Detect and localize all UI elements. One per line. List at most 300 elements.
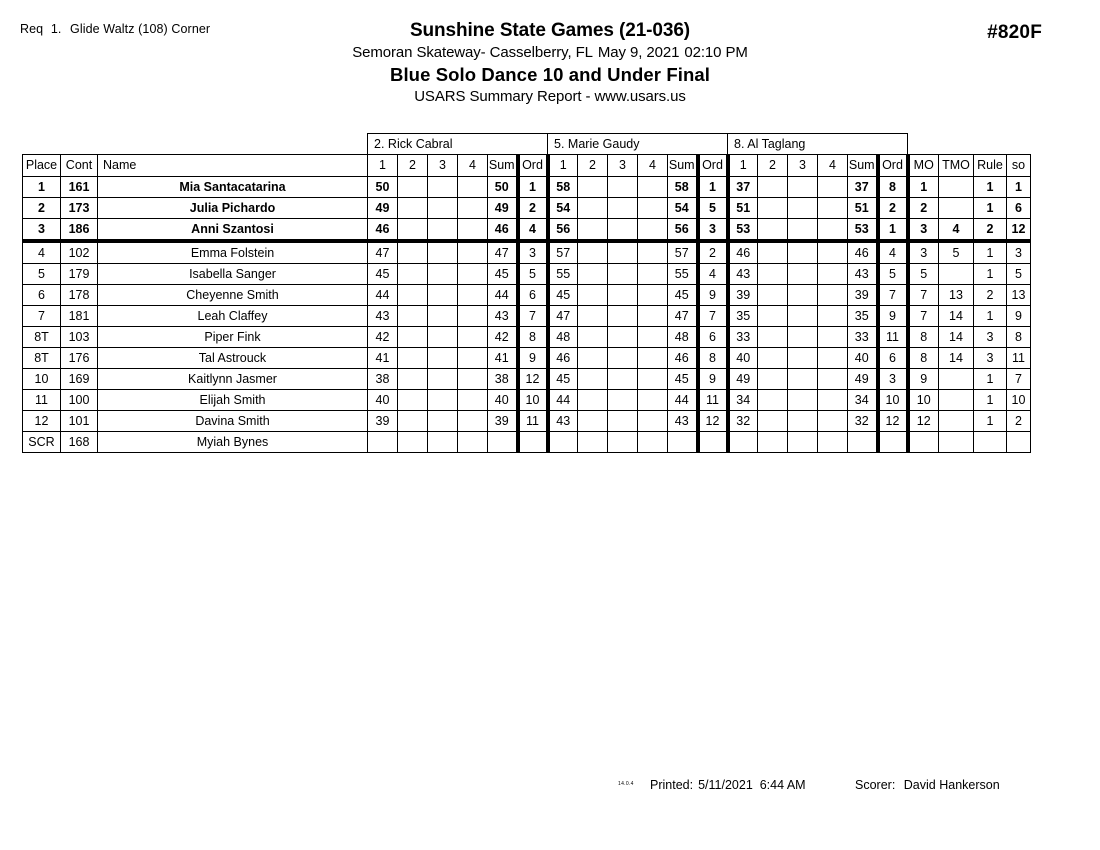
- cell-j1-s4: [458, 432, 488, 453]
- col-j1-s2: 2: [398, 155, 428, 177]
- cell-j3-sum: 46: [848, 241, 878, 264]
- cell-j3-s4: [818, 219, 848, 242]
- cell-j1-sum: 40: [488, 390, 518, 411]
- cell-j1-ord: 10: [518, 390, 548, 411]
- cell-so: 7: [1007, 369, 1031, 390]
- event-name: Blue Solo Dance 10 and Under Final: [389, 64, 711, 85]
- cell-j2-s1: [548, 432, 578, 453]
- col-j2-s3: 3: [608, 155, 638, 177]
- cell-j2-s1: 57: [548, 241, 578, 264]
- competition-title: Sunshine State Games (21-036): [409, 20, 691, 41]
- col-j3-s1: 1: [728, 155, 758, 177]
- cell-j1-s4: [458, 219, 488, 242]
- cell-j3-s2: [758, 177, 788, 198]
- column-header-row: [23, 155, 1031, 177]
- cell-cont: 103: [61, 327, 98, 348]
- cell-j2-s4: [638, 348, 668, 369]
- cell-j1-s2: [398, 241, 428, 264]
- requirement-text: Glide Waltz (108) Corner: [70, 22, 211, 36]
- cell-j3-s2: [758, 241, 788, 264]
- cell-tmo: 14: [939, 348, 974, 369]
- cell-name: Myiah Bynes: [98, 432, 368, 453]
- cell-rule: 1: [974, 264, 1007, 285]
- title-block: [0, 20, 1100, 108]
- cell-j3-s4: [818, 306, 848, 327]
- cell-j3-sum: 53: [848, 219, 878, 242]
- scorer-info: [855, 778, 1000, 792]
- cell-j3-s1: 49: [728, 369, 758, 390]
- cell-j1-s4: [458, 327, 488, 348]
- cell-j1-s2: [398, 264, 428, 285]
- cell-name: Julia Pichardo: [98, 198, 368, 219]
- cell-j1-sum: 45: [488, 264, 518, 285]
- cell-j1-s1: 40: [368, 390, 398, 411]
- cell-mo: [908, 432, 939, 453]
- scorer-label: Scorer:: [855, 778, 896, 792]
- cell-name: Piper Fink: [98, 327, 368, 348]
- cell-j1-sum: 39: [488, 411, 518, 432]
- cell-j2-s4: [638, 432, 668, 453]
- cell-j2-s4: [638, 198, 668, 219]
- col-j1-s3: 3: [428, 155, 458, 177]
- cell-j2-s3: [608, 411, 638, 432]
- cell-j3-sum: 37: [848, 177, 878, 198]
- cell-j1-s1: 46: [368, 219, 398, 242]
- cell-j1-s1: 43: [368, 306, 398, 327]
- cell-j3-s4: [818, 432, 848, 453]
- cell-j2-sum: 56: [668, 219, 698, 242]
- cell-place: 5: [23, 264, 61, 285]
- venue-name: Semoran Skateway- Casselberry, FL: [352, 44, 593, 61]
- cell-j2-s1: 56: [548, 219, 578, 242]
- cell-j2-s4: [638, 285, 668, 306]
- judge-header-3: [728, 134, 908, 155]
- cell-j1-ord: 4: [518, 219, 548, 242]
- cell-j2-sum: 58: [668, 177, 698, 198]
- cell-tmo: [939, 390, 974, 411]
- cell-j2-ord: 12: [698, 411, 728, 432]
- cell-so: 11: [1007, 348, 1031, 369]
- cell-j3-s3: [788, 306, 818, 327]
- cell-j2-ord: 2: [698, 241, 728, 264]
- cell-j2-s3: [608, 177, 638, 198]
- cell-j3-ord: 6: [878, 348, 908, 369]
- cell-j2-s2: [578, 411, 608, 432]
- cell-cont: 100: [61, 390, 98, 411]
- cell-j3-s2: [758, 285, 788, 306]
- col-rule: Rule: [974, 155, 1007, 177]
- table-row: [23, 241, 1031, 264]
- cell-j3-s4: [818, 327, 848, 348]
- cell-j2-ord: [698, 432, 728, 453]
- cell-tmo: [939, 177, 974, 198]
- cell-rule: 2: [974, 285, 1007, 306]
- cell-j3-ord: 5: [878, 264, 908, 285]
- cell-j1-ord: 5: [518, 264, 548, 285]
- cell-name: Leah Claffey: [98, 306, 368, 327]
- cell-j3-ord: 12: [878, 411, 908, 432]
- col-cont: Cont: [61, 155, 98, 177]
- cell-name: Isabella Sanger: [98, 264, 368, 285]
- cell-tmo: 4: [939, 219, 974, 242]
- cell-j1-s1: 39: [368, 411, 398, 432]
- cell-j1-s3: [428, 327, 458, 348]
- cell-rule: 1: [974, 198, 1007, 219]
- cell-j2-ord: 4: [698, 264, 728, 285]
- cell-j2-s1: 46: [548, 348, 578, 369]
- col-mo: MO: [908, 155, 939, 177]
- cell-j1-s1: [368, 432, 398, 453]
- cell-name: Kaitlynn Jasmer: [98, 369, 368, 390]
- cell-j1-s4: [458, 348, 488, 369]
- cell-j2-s2: [578, 285, 608, 306]
- printed-time: 6:44 AM: [759, 778, 806, 792]
- cell-j3-s1: 46: [728, 241, 758, 264]
- cell-j3-sum: [848, 432, 878, 453]
- col-j3-ord: Ord: [878, 155, 908, 177]
- cell-rule: 1: [974, 177, 1007, 198]
- cell-j3-ord: 11: [878, 327, 908, 348]
- cell-j2-sum: 45: [668, 285, 698, 306]
- report-subtitle: USARS Summary Report - www.usars.us: [414, 88, 686, 105]
- results-table-container: [22, 133, 1031, 453]
- cell-j3-s3: [788, 241, 818, 264]
- cell-j3-s1: 34: [728, 390, 758, 411]
- cell-rule: [974, 432, 1007, 453]
- cell-tmo: [939, 264, 974, 285]
- judge-name-3: Al Taglang: [747, 137, 806, 151]
- cell-rule: 1: [974, 411, 1007, 432]
- cell-j1-s3: [428, 390, 458, 411]
- cell-j1-ord: 3: [518, 241, 548, 264]
- results-table: [22, 133, 1031, 453]
- cell-j3-s1: 40: [728, 348, 758, 369]
- cell-j2-s1: 55: [548, 264, 578, 285]
- cell-j2-s4: [638, 369, 668, 390]
- cell-mo: 10: [908, 390, 939, 411]
- col-j2-s2: 2: [578, 155, 608, 177]
- cell-j3-s1: 53: [728, 219, 758, 242]
- cell-j3-s1: 32: [728, 411, 758, 432]
- event-date: May 9, 2021: [597, 44, 680, 61]
- cell-j2-s3: [608, 241, 638, 264]
- cell-j3-s3: [788, 177, 818, 198]
- cell-j2-ord: 7: [698, 306, 728, 327]
- judge-name-1: Rick Cabral: [387, 137, 453, 151]
- cell-cont: 176: [61, 348, 98, 369]
- col-tmo: TMO: [939, 155, 974, 177]
- cell-j2-ord: 5: [698, 198, 728, 219]
- cell-j2-s1: 54: [548, 198, 578, 219]
- cell-j1-s1: 38: [368, 369, 398, 390]
- cell-tmo: 5: [939, 241, 974, 264]
- cell-j2-s2: [578, 369, 608, 390]
- cell-j3-sum: 34: [848, 390, 878, 411]
- cell-rule: 1: [974, 306, 1007, 327]
- cell-j2-s4: [638, 219, 668, 242]
- table-row: [23, 177, 1031, 198]
- cell-cont: 178: [61, 285, 98, 306]
- cell-j2-s2: [578, 241, 608, 264]
- cell-j2-ord: 1: [698, 177, 728, 198]
- cell-j2-sum: [668, 432, 698, 453]
- cell-rule: 3: [974, 327, 1007, 348]
- cell-j1-s4: [458, 411, 488, 432]
- venue-line: [0, 42, 1100, 63]
- cell-cont: 169: [61, 369, 98, 390]
- cell-j2-sum: 43: [668, 411, 698, 432]
- cell-j3-s2: [758, 198, 788, 219]
- cell-mo: 7: [908, 285, 939, 306]
- cell-tmo: 14: [939, 306, 974, 327]
- cell-tmo: [939, 432, 974, 453]
- cell-j3-s1: 35: [728, 306, 758, 327]
- cell-place: 4: [23, 241, 61, 264]
- cell-j3-s1: 51: [728, 198, 758, 219]
- cell-j3-s3: [788, 219, 818, 242]
- judge-number-2: 5.: [554, 137, 565, 151]
- cell-j2-ord: 6: [698, 327, 728, 348]
- cell-place: 2: [23, 198, 61, 219]
- cell-j3-sum: 43: [848, 264, 878, 285]
- cell-j1-s2: [398, 285, 428, 306]
- requirement-number: 1.: [50, 22, 62, 36]
- cell-j1-s2: [398, 369, 428, 390]
- event-time: 02:10 PM: [684, 44, 748, 61]
- col-j2-ord: Ord: [698, 155, 728, 177]
- judge-band-spacer: [23, 134, 368, 155]
- col-j2-s4: 4: [638, 155, 668, 177]
- judge-name-2: Marie Gaudy: [567, 137, 640, 151]
- cell-cont: 173: [61, 198, 98, 219]
- cell-mo: 5: [908, 264, 939, 285]
- cell-j2-s1: 45: [548, 285, 578, 306]
- cell-mo: 2: [908, 198, 939, 219]
- cell-j2-s2: [578, 198, 608, 219]
- cell-j1-sum: 46: [488, 219, 518, 242]
- cell-cont: 181: [61, 306, 98, 327]
- cell-j3-ord: 10: [878, 390, 908, 411]
- cell-j3-s2: [758, 327, 788, 348]
- cell-j1-s3: [428, 198, 458, 219]
- judge-number-3: 8.: [734, 137, 745, 151]
- cell-j1-s4: [458, 285, 488, 306]
- cell-j1-s2: [398, 327, 428, 348]
- cell-j2-s4: [638, 177, 668, 198]
- col-j2-s1: 1: [548, 155, 578, 177]
- cell-j2-s3: [608, 348, 638, 369]
- cell-cont: 186: [61, 219, 98, 242]
- cell-j2-s1: 43: [548, 411, 578, 432]
- cell-j3-s2: [758, 264, 788, 285]
- cell-j2-s2: [578, 264, 608, 285]
- cell-j3-sum: 35: [848, 306, 878, 327]
- cell-cont: 168: [61, 432, 98, 453]
- cell-place: 11: [23, 390, 61, 411]
- cell-j3-s4: [818, 241, 848, 264]
- col-j3-s2: 2: [758, 155, 788, 177]
- cell-j2-sum: 47: [668, 306, 698, 327]
- cell-j3-s4: [818, 348, 848, 369]
- cell-j2-sum: 55: [668, 264, 698, 285]
- cell-j1-ord: 2: [518, 198, 548, 219]
- cell-j1-sum: 38: [488, 369, 518, 390]
- cell-name: Elijah Smith: [98, 390, 368, 411]
- cell-j1-ord: 12: [518, 369, 548, 390]
- cell-place: 6: [23, 285, 61, 306]
- cell-j1-ord: 7: [518, 306, 548, 327]
- cell-j2-ord: 3: [698, 219, 728, 242]
- cell-j1-s3: [428, 177, 458, 198]
- cell-j2-s2: [578, 306, 608, 327]
- cell-j1-sum: 41: [488, 348, 518, 369]
- cell-j3-s3: [788, 369, 818, 390]
- cell-j3-ord: 2: [878, 198, 908, 219]
- col-name: Name: [98, 155, 368, 177]
- cell-j2-ord: 11: [698, 390, 728, 411]
- cell-j3-s2: [758, 411, 788, 432]
- cell-j2-sum: 54: [668, 198, 698, 219]
- cell-j2-s3: [608, 198, 638, 219]
- cell-j1-s1: 47: [368, 241, 398, 264]
- cell-j1-s1: 50: [368, 177, 398, 198]
- cell-name: Emma Folstein: [98, 241, 368, 264]
- cell-j1-s3: [428, 369, 458, 390]
- cell-j3-s4: [818, 369, 848, 390]
- cell-j3-s4: [818, 390, 848, 411]
- cell-j2-s4: [638, 241, 668, 264]
- cell-j1-s3: [428, 285, 458, 306]
- cell-j1-s1: 45: [368, 264, 398, 285]
- cell-j2-s2: [578, 219, 608, 242]
- cell-j1-s4: [458, 241, 488, 264]
- cell-name: Mia Santacatarina: [98, 177, 368, 198]
- table-row: [23, 390, 1031, 411]
- col-j1-sum: Sum: [488, 155, 518, 177]
- cell-j1-ord: 9: [518, 348, 548, 369]
- cell-so: 1: [1007, 177, 1031, 198]
- cell-j3-ord: 4: [878, 241, 908, 264]
- cell-j2-s3: [608, 369, 638, 390]
- col-so: so: [1007, 155, 1031, 177]
- cell-j2-s1: 58: [548, 177, 578, 198]
- cell-mo: 8: [908, 327, 939, 348]
- cell-j2-s1: 45: [548, 369, 578, 390]
- scorer-name: David Hankerson: [903, 778, 1000, 792]
- cell-j1-s4: [458, 390, 488, 411]
- cell-j3-s2: [758, 348, 788, 369]
- cell-rule: 1: [974, 390, 1007, 411]
- cell-place: 3: [23, 219, 61, 242]
- cell-j1-sum: 47: [488, 241, 518, 264]
- cell-j1-sum: 42: [488, 327, 518, 348]
- col-j1-s1: 1: [368, 155, 398, 177]
- judge-header-2: [548, 134, 728, 155]
- requirement-label: Req: [20, 22, 44, 36]
- table-row: [23, 327, 1031, 348]
- cell-j1-s2: [398, 411, 428, 432]
- table-row: [23, 369, 1031, 390]
- cell-j3-ord: 3: [878, 369, 908, 390]
- cell-place: 12: [23, 411, 61, 432]
- cell-j2-s1: 44: [548, 390, 578, 411]
- cell-j3-ord: 7: [878, 285, 908, 306]
- cell-j1-s2: [398, 177, 428, 198]
- cell-j2-s4: [638, 411, 668, 432]
- cell-place: 1: [23, 177, 61, 198]
- cell-place: 7: [23, 306, 61, 327]
- cell-j3-s1: 43: [728, 264, 758, 285]
- cell-j2-s4: [638, 327, 668, 348]
- cell-so: 2: [1007, 411, 1031, 432]
- judge-band-row: [23, 134, 1031, 155]
- cell-j1-s1: 49: [368, 198, 398, 219]
- cell-so: 12: [1007, 219, 1031, 242]
- printed-date: 5/11/2021: [698, 778, 753, 792]
- table-row: [23, 264, 1031, 285]
- cell-j3-ord: [878, 432, 908, 453]
- cell-j2-s4: [638, 390, 668, 411]
- cell-j1-s3: [428, 264, 458, 285]
- cell-j2-s3: [608, 264, 638, 285]
- cell-so: 3: [1007, 241, 1031, 264]
- cell-cont: 179: [61, 264, 98, 285]
- cell-j3-s4: [818, 264, 848, 285]
- cell-cont: 101: [61, 411, 98, 432]
- cell-j3-sum: 51: [848, 198, 878, 219]
- cell-so: 6: [1007, 198, 1031, 219]
- cell-tmo: [939, 411, 974, 432]
- cell-j2-s1: 48: [548, 327, 578, 348]
- cell-j2-sum: 48: [668, 327, 698, 348]
- cell-rule: 1: [974, 241, 1007, 264]
- cell-mo: 8: [908, 348, 939, 369]
- cell-j2-s2: [578, 390, 608, 411]
- cell-j1-ord: 8: [518, 327, 548, 348]
- cell-j3-s2: [758, 369, 788, 390]
- cell-j3-s3: [788, 264, 818, 285]
- col-j3-s4: 4: [818, 155, 848, 177]
- cell-j3-s3: [788, 285, 818, 306]
- page-header: [0, 0, 1100, 118]
- cell-j2-s1: 47: [548, 306, 578, 327]
- cell-mo: 7: [908, 306, 939, 327]
- cell-j1-s2: [398, 432, 428, 453]
- cell-j1-s3: [428, 241, 458, 264]
- col-j1-ord: Ord: [518, 155, 548, 177]
- cell-j3-sum: 32: [848, 411, 878, 432]
- cell-mo: 1: [908, 177, 939, 198]
- cell-j3-sum: 39: [848, 285, 878, 306]
- cell-j3-s2: [758, 306, 788, 327]
- table-row: [23, 219, 1031, 242]
- cell-so: 5: [1007, 264, 1031, 285]
- cell-name: Davina Smith: [98, 411, 368, 432]
- cell-j1-s2: [398, 306, 428, 327]
- cell-j3-s1: 33: [728, 327, 758, 348]
- printed-label: Printed:: [650, 778, 694, 792]
- cell-j3-s3: [788, 327, 818, 348]
- cell-j3-s3: [788, 348, 818, 369]
- cell-j1-s2: [398, 348, 428, 369]
- cell-j3-s2: [758, 219, 788, 242]
- cell-so: 10: [1007, 390, 1031, 411]
- cell-j2-s4: [638, 306, 668, 327]
- printed-info: [650, 778, 806, 792]
- cell-name: Tal Astrouck: [98, 348, 368, 369]
- col-j2-sum: Sum: [668, 155, 698, 177]
- table-row: [23, 306, 1031, 327]
